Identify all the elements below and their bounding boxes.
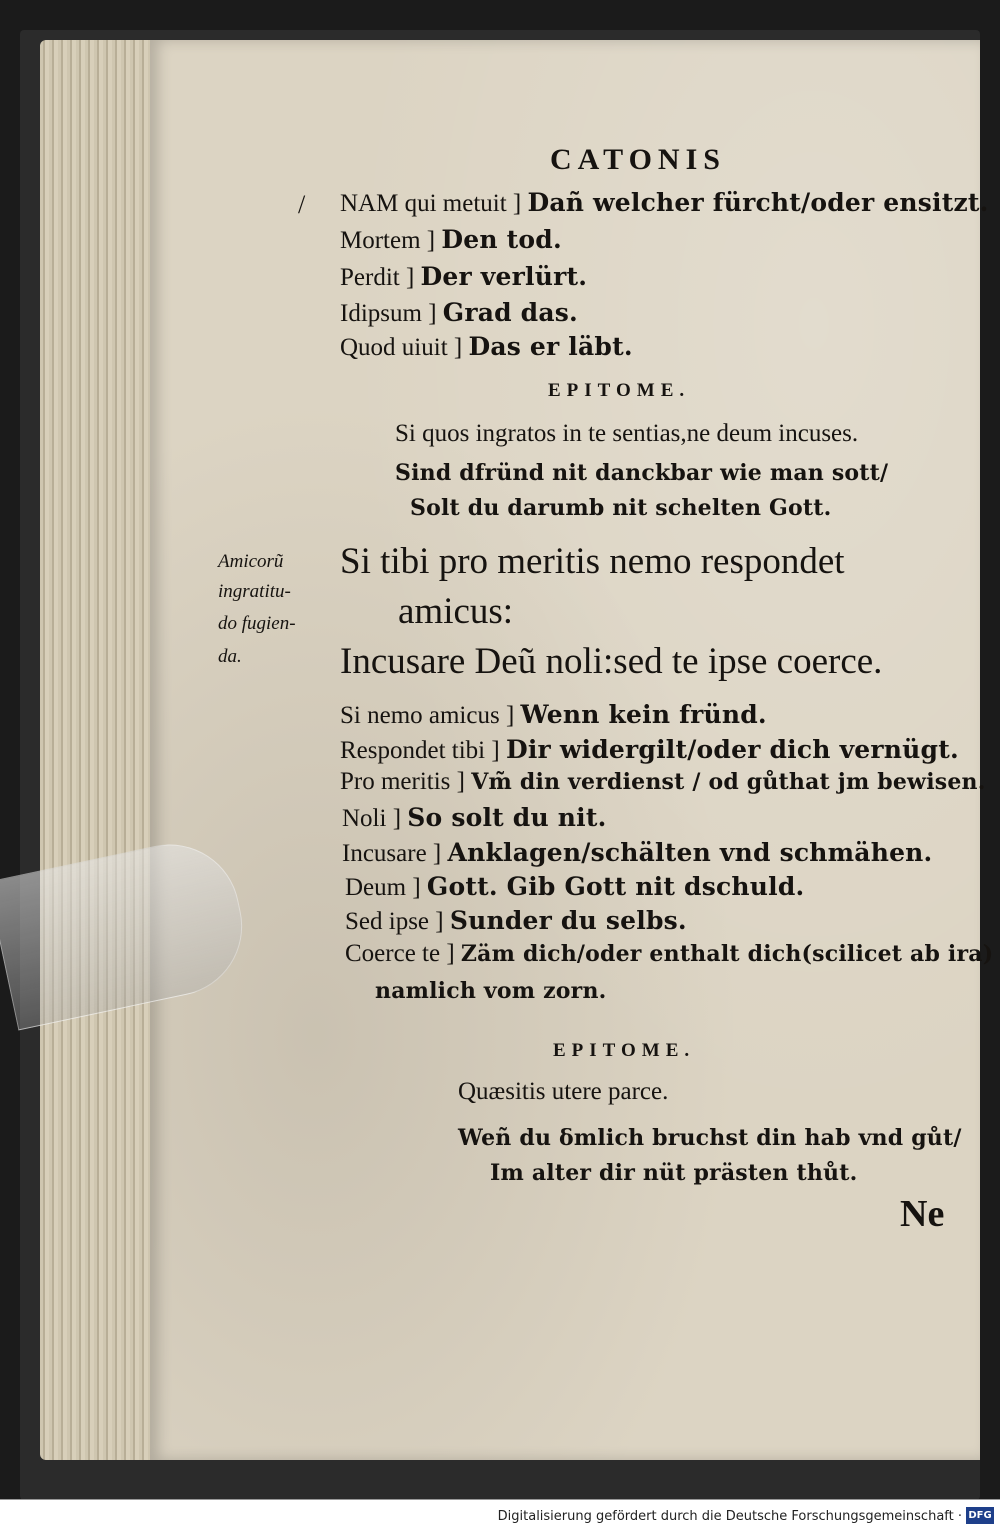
gloss-german: Anklagen/schälten vnd schmähen. [447, 838, 933, 867]
gloss-german: Dañ welcher fürcht/oder ensitzt. [527, 188, 989, 217]
gloss-latin: Respondet tibi ] [340, 737, 500, 764]
gloss-line [340, 700, 767, 730]
gloss-latin: Si nemo amicus ] [340, 702, 515, 729]
epitome-verse: Im alter dir nüt prästen thůt. [490, 1160, 858, 1186]
gloss-latin: Coerce te ] [345, 940, 455, 967]
gloss-line [340, 768, 986, 796]
gloss-latin: Pro meritis ] [340, 768, 465, 795]
margin-note-line: ingratitu- [218, 581, 291, 602]
gloss-line [340, 298, 578, 328]
gloss-latin: Sed ipse ] [345, 908, 444, 935]
epitome-verse: Sind dfründ nit danckbar wie man sott/ [395, 460, 889, 486]
catchword: Ne [900, 1193, 945, 1235]
margin-slash: / [298, 190, 306, 219]
gloss-german: Der verlürt. [420, 262, 588, 291]
gloss-line [340, 225, 562, 255]
margin-note-line: do fugien- [218, 613, 296, 634]
gloss-german: Den tod. [441, 225, 562, 254]
margin-note-line: da. [218, 646, 242, 667]
epitome-verse: Solt du darumb nit schelten Gott. [410, 495, 832, 521]
gloss-latin: Noli ] [342, 805, 402, 832]
running-head: CATONIS [550, 143, 726, 176]
gloss-german: So solt du nit. [407, 803, 607, 832]
gloss-latin: Quod uiuit ] [340, 334, 463, 361]
footer-credit: Digitalisierung gefördert durch die Deutsche Forschungsgemeinschaft · [497, 1509, 962, 1524]
gloss-latin: Idipsum ] [340, 300, 437, 327]
gloss-line [342, 803, 607, 833]
epitome-heading: EPITOME. [553, 1040, 696, 1061]
margin-note-line: Amicorũ [218, 551, 284, 572]
epitome-latin: Quæsitis utere parce. [458, 1078, 669, 1105]
gloss-latin: Incusare ] [342, 840, 442, 867]
gloss-german: Sunder du selbs. [449, 906, 687, 935]
distich-line: amicus: [398, 591, 514, 632]
gloss-german: Gott. Gib Gott nit dschuld. [426, 872, 805, 901]
distich-line: Si tibi pro meritis nemo respondet [340, 541, 845, 582]
gloss-latin: Mortem ] [340, 227, 436, 254]
footer-bar [0, 1499, 1000, 1532]
gloss-line [345, 940, 993, 968]
gloss-line [342, 838, 932, 868]
gloss-german: Das er läbt. [468, 332, 633, 361]
gloss-line [340, 735, 959, 765]
gloss-german: Vm̃ din verdienst / od gůthat jm bewisen. [471, 769, 986, 795]
dfg-logo-icon: DFG [966, 1507, 994, 1524]
gloss-line [340, 188, 989, 218]
epitome-latin: Si quos ingratos in te sentias,ne deum incuses. [395, 420, 859, 447]
gloss-line [340, 262, 587, 292]
gloss-german: Grad das. [442, 298, 578, 327]
gloss-latin: Deum ] [345, 874, 421, 901]
gloss-continuation: namlich vom zorn. [375, 978, 607, 1004]
distich-line: Incusare Deũ noli:sed te ipse coerce. [340, 641, 883, 682]
gloss-german: Wenn kein fründ. [520, 700, 767, 729]
gloss-line [345, 872, 804, 902]
gloss-german: Dir widergilt/oder dich vernügt. [505, 735, 959, 764]
gloss-line [345, 906, 687, 936]
gloss-latin: Perdit ] [340, 264, 415, 291]
epitome-heading: EPITOME. [548, 380, 691, 401]
gloss-german: Zäm dich/oder enthalt dich(scilicet ab ira) [460, 941, 994, 967]
gloss-latin: NAM qui metuit ] [340, 190, 522, 217]
epitome-verse: Weñ du ẟmlich bruchst din hab vnd gůt/ [458, 1125, 962, 1151]
gloss-line [340, 332, 633, 362]
